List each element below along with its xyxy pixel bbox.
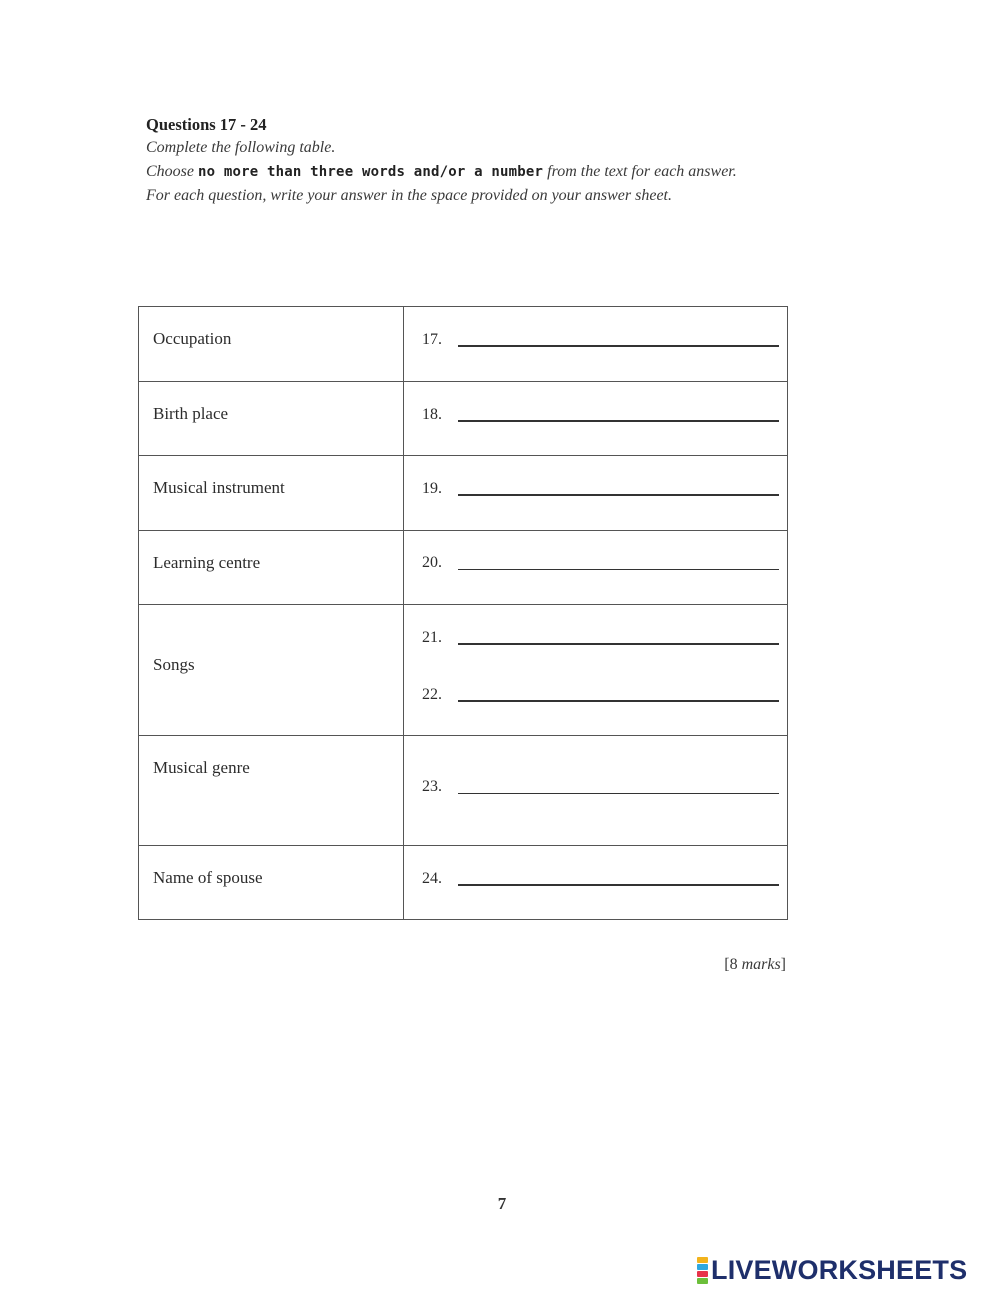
answer-19[interactable] bbox=[422, 478, 779, 498]
answer-20[interactable] bbox=[422, 553, 779, 572]
logo-tile bbox=[697, 1271, 708, 1277]
table-row bbox=[139, 382, 788, 456]
answer-cell bbox=[404, 456, 788, 531]
answer-24[interactable] bbox=[422, 868, 779, 888]
row-label-cell bbox=[139, 736, 404, 846]
question-number: 23. bbox=[422, 778, 442, 795]
row-label-cell bbox=[139, 846, 404, 920]
row-label-songs: Songs bbox=[153, 655, 195, 674]
instruction-line-2-post: from the text for each answer. bbox=[543, 163, 737, 180]
row-label-cell bbox=[139, 531, 404, 605]
answer-cell bbox=[404, 605, 788, 736]
logo-tile bbox=[697, 1264, 708, 1270]
question-number: 20. bbox=[422, 554, 442, 571]
question-number: 21. bbox=[422, 629, 442, 646]
row-label-name-of-spouse: Name of spouse bbox=[153, 868, 263, 887]
instruction-line-2 bbox=[146, 160, 846, 184]
question-number: 22. bbox=[422, 686, 442, 703]
answer-23[interactable] bbox=[422, 777, 779, 796]
table-row bbox=[139, 531, 788, 605]
answer-22[interactable] bbox=[422, 684, 779, 704]
table-row bbox=[139, 846, 788, 920]
marks-open: [8 bbox=[724, 956, 742, 973]
answer-blank-24[interactable] bbox=[458, 868, 779, 886]
answer-cell bbox=[404, 531, 788, 605]
answer-table bbox=[138, 306, 788, 920]
row-label-musical-instrument: Musical instrument bbox=[153, 478, 285, 497]
answer-blank-20[interactable] bbox=[458, 553, 779, 570]
answer-21[interactable] bbox=[422, 627, 779, 647]
question-number: 19. bbox=[422, 480, 442, 497]
instruction-line-3: For each question, write your answer in the space provided on your answer sheet. bbox=[146, 187, 672, 204]
table-row bbox=[139, 307, 788, 382]
row-label-cell bbox=[139, 307, 404, 382]
row-label-musical-genre: Musical genre bbox=[153, 758, 250, 777]
marks-label bbox=[700, 956, 786, 974]
logo-tile bbox=[697, 1257, 708, 1263]
instruction-line-1: Complete the following table. bbox=[146, 139, 336, 156]
instruction-line-2-bold: no more than three words and/or a number bbox=[198, 164, 544, 180]
marks-close: ] bbox=[780, 956, 786, 973]
answer-cell bbox=[404, 846, 788, 920]
question-number: 24. bbox=[422, 870, 442, 887]
row-label-cell bbox=[139, 605, 404, 736]
logo-text: LIVEWORKSHEETS bbox=[711, 1255, 968, 1285]
question-number: 17. bbox=[422, 331, 442, 348]
row-label-cell bbox=[139, 382, 404, 456]
table-row bbox=[139, 736, 788, 846]
marks-italic: marks bbox=[741, 956, 781, 973]
row-label-occupation: Occupation bbox=[153, 329, 232, 348]
answer-cell bbox=[404, 736, 788, 846]
page-number: 7 bbox=[497, 1194, 507, 1213]
questions-title: Questions 17 - 24 bbox=[146, 115, 267, 134]
answer-blank-23[interactable] bbox=[458, 777, 779, 794]
instruction-line-2-pre: Choose bbox=[146, 163, 198, 180]
logo-tile bbox=[697, 1278, 708, 1284]
answer-18[interactable] bbox=[422, 404, 779, 424]
row-label-learning-centre: Learning centre bbox=[153, 553, 261, 572]
row-label-birth-place: Birth place bbox=[153, 404, 229, 423]
instructions-block bbox=[146, 113, 846, 208]
answer-blank-19[interactable] bbox=[458, 478, 779, 496]
question-number: 18. bbox=[422, 406, 442, 423]
row-label-cell bbox=[139, 456, 404, 531]
answer-blank-21[interactable] bbox=[458, 627, 779, 645]
answer-blank-18[interactable] bbox=[458, 404, 779, 422]
liveworksheets-logo bbox=[697, 1255, 967, 1285]
table-row bbox=[139, 456, 788, 531]
logo-tiles-icon bbox=[697, 1257, 708, 1284]
answer-blank-22[interactable] bbox=[458, 684, 779, 702]
answer-cell bbox=[404, 307, 788, 382]
table-row bbox=[139, 605, 788, 736]
answer-cell bbox=[404, 382, 788, 456]
answer-blank-17[interactable] bbox=[458, 329, 779, 347]
answer-17[interactable] bbox=[422, 329, 779, 349]
